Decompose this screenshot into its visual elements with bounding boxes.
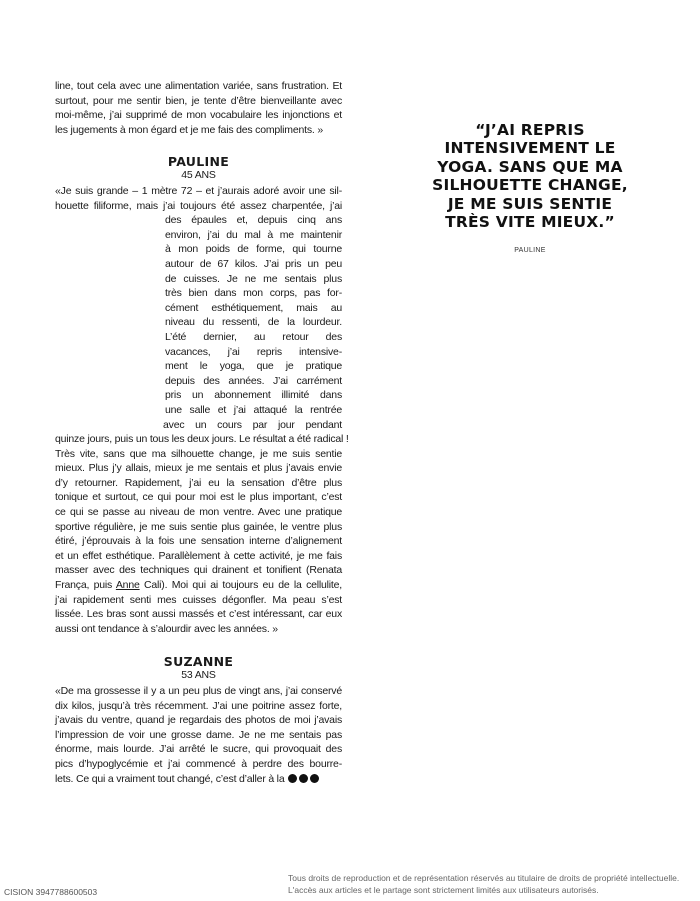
anne-name-link[interactable]: Anne	[115, 579, 140, 592]
text-line: une salle et j’ai attaqué la rentrée	[165, 403, 342, 416]
text-line: «Je suis grande – 1 mètre 72 – et j’aurais adoré avoir une sil-	[55, 185, 342, 197]
text-line: j’avais du ventre, quand je regardais des photos de moi j’avais	[55, 714, 342, 727]
rights-line: Tous droits de reproduction et de représentation réservés au titulaire de droits de propriété intellectuelle.	[288, 873, 680, 883]
text-line: sportive régulière, je me suis sentie plus gainée, le ventre plus	[55, 520, 342, 533]
intro-paragraph	[55, 79, 342, 137]
text-line: quinze jours, puis un tous les deux jours. Le résultat a été radical !	[55, 433, 349, 446]
text-line: autour de 67 kilos. J’ai pris un peu	[165, 257, 342, 270]
text-line: line, tout cela avec une alimentation variée, sans frustration. Et	[55, 80, 342, 92]
text-line: niveau du ressenti, de la lourdeur.	[165, 316, 342, 329]
quote-line: SILHOUETTE CHANGE,	[432, 176, 628, 195]
pauline-name: PAULINE	[167, 154, 230, 169]
text-line: houette filiforme, mais j’ai toujours été assez charpentée, j’ai	[55, 199, 342, 212]
text-line: ce qui se passe au niveau de mon ventre. Avec une pratique	[55, 506, 342, 519]
text-line: depuis des années. J’ai carrément	[165, 374, 342, 387]
text-line: Très vite, sans que ma silhouette change, je me suis sentie	[55, 447, 342, 460]
text-line: cément esthétiquement, mais au	[165, 301, 342, 314]
text-line: étiré, j’éprouvais à la fois une sensation interne d’alignement	[55, 535, 342, 548]
text-line: pris un abonnement illimité dans	[165, 389, 342, 402]
text-line: à mon poids de forme, qui tourne	[165, 243, 342, 256]
pull-quote	[410, 121, 650, 231]
text-line	[55, 772, 342, 787]
article-column	[55, 79, 342, 137]
text-line: L’été dernier, au retour des	[165, 330, 342, 343]
text-line: tonique et surtout, ce qui pour moi est le plus important, c’est	[55, 491, 342, 504]
pauline-testimony	[55, 184, 349, 636]
text-line: environ, j’ai du mal à me maintenir	[165, 228, 342, 241]
quote-line: “J’AI REPRIS	[475, 121, 585, 139]
text-line: très bien dans mon corps, pas for-	[165, 287, 342, 300]
text-fragment: Cali). Moi qui ai toujours eu de la cellulite,	[139, 579, 343, 592]
text-line: l’impression de voir une grosse dame. Je ne me sentais pas	[55, 728, 342, 741]
text-line: des épaules et, depuis cinq ans	[165, 214, 342, 227]
text-line: d’y retourner. Rapidement, j’ai eu la sensation d’être plus	[55, 476, 342, 489]
text-line: vacances, j’ai repris intensive-	[165, 345, 342, 358]
text-line: dix kilos, jusqu’à très récemment. J’ai une poitrine assez forte,	[55, 699, 342, 712]
pauline-section	[55, 154, 349, 636]
text-line: surtout, pour me sentir bien, je tente d’être bienveillante avec	[55, 94, 342, 107]
text-line: j’ai rapidement senti mes cuisses dégonfler. Ma peau s’est	[55, 593, 342, 606]
text-line: de cuisses. Je ne me sentais plus	[165, 272, 342, 285]
suzanne-name: SUZANNE	[163, 654, 234, 669]
quote-line: JE ME SUIS SENTIE	[447, 194, 613, 213]
text-line: ment le yoga, que je pratique	[165, 360, 342, 373]
text-line: avec un cours par jour pendant	[163, 418, 342, 431]
quote-attribution: PAULINE	[514, 247, 546, 254]
pauline-age: 45 ANS	[181, 169, 216, 181]
text-line: énorme, mais lourde. J’ai arrêté le sucre, qui provoquait des	[55, 743, 342, 756]
text-line: mieux. Plus j’y allais, mieux je me sentais et plus j’avais envie	[55, 462, 342, 475]
suzanne-section	[55, 655, 342, 786]
text-line: «De ma grossesse il y a un peu plus de vingt ans, j’ai conservé	[55, 685, 342, 697]
text-line: et un effet esthétique. Parallèlement à cette activité, je me fais	[55, 549, 342, 562]
text-line: moi-même, j’ai supprimé de mon vocabulaire les injonctions et	[55, 109, 342, 122]
text-line: les jugements à mon égard et je me fais des compliments. »	[55, 123, 323, 136]
text-line: pics d’hypoglycémie et j’ai commencé à perdre des bourre-	[55, 757, 342, 770]
rights-notice	[288, 873, 698, 896]
text-line: aussi ont tendance à s’alourdir avec les années. »	[55, 622, 278, 635]
text-line: masser avec des techniques qui drainent et tonifient (Renata	[55, 564, 342, 577]
suzanne-testimony	[55, 684, 342, 786]
quote-line: YOGA. SANS QUE MA	[437, 157, 623, 176]
suzanne-age: 53 ANS	[181, 669, 216, 681]
continuation-dots-icon	[288, 774, 319, 783]
text-line: lissée. Les bras sont aussi massés et c’est intéressant, car eux	[55, 608, 342, 621]
text-line	[55, 578, 342, 593]
rights-line: L'accès aux articles et le partage sont strictement limités aux utilisateurs autorisés.	[288, 884, 599, 895]
text-fragment: França, puis	[55, 579, 116, 592]
text-fragment: lets. Ce qui a vraiment tout changé, c’est d’aller à la	[55, 772, 285, 785]
quote-line: TRÈS VITE MIEUX.”	[445, 213, 615, 232]
quote-line: INTENSIVEMENT LE	[444, 139, 616, 158]
cision-id: CISION 3947788600503	[4, 887, 98, 897]
